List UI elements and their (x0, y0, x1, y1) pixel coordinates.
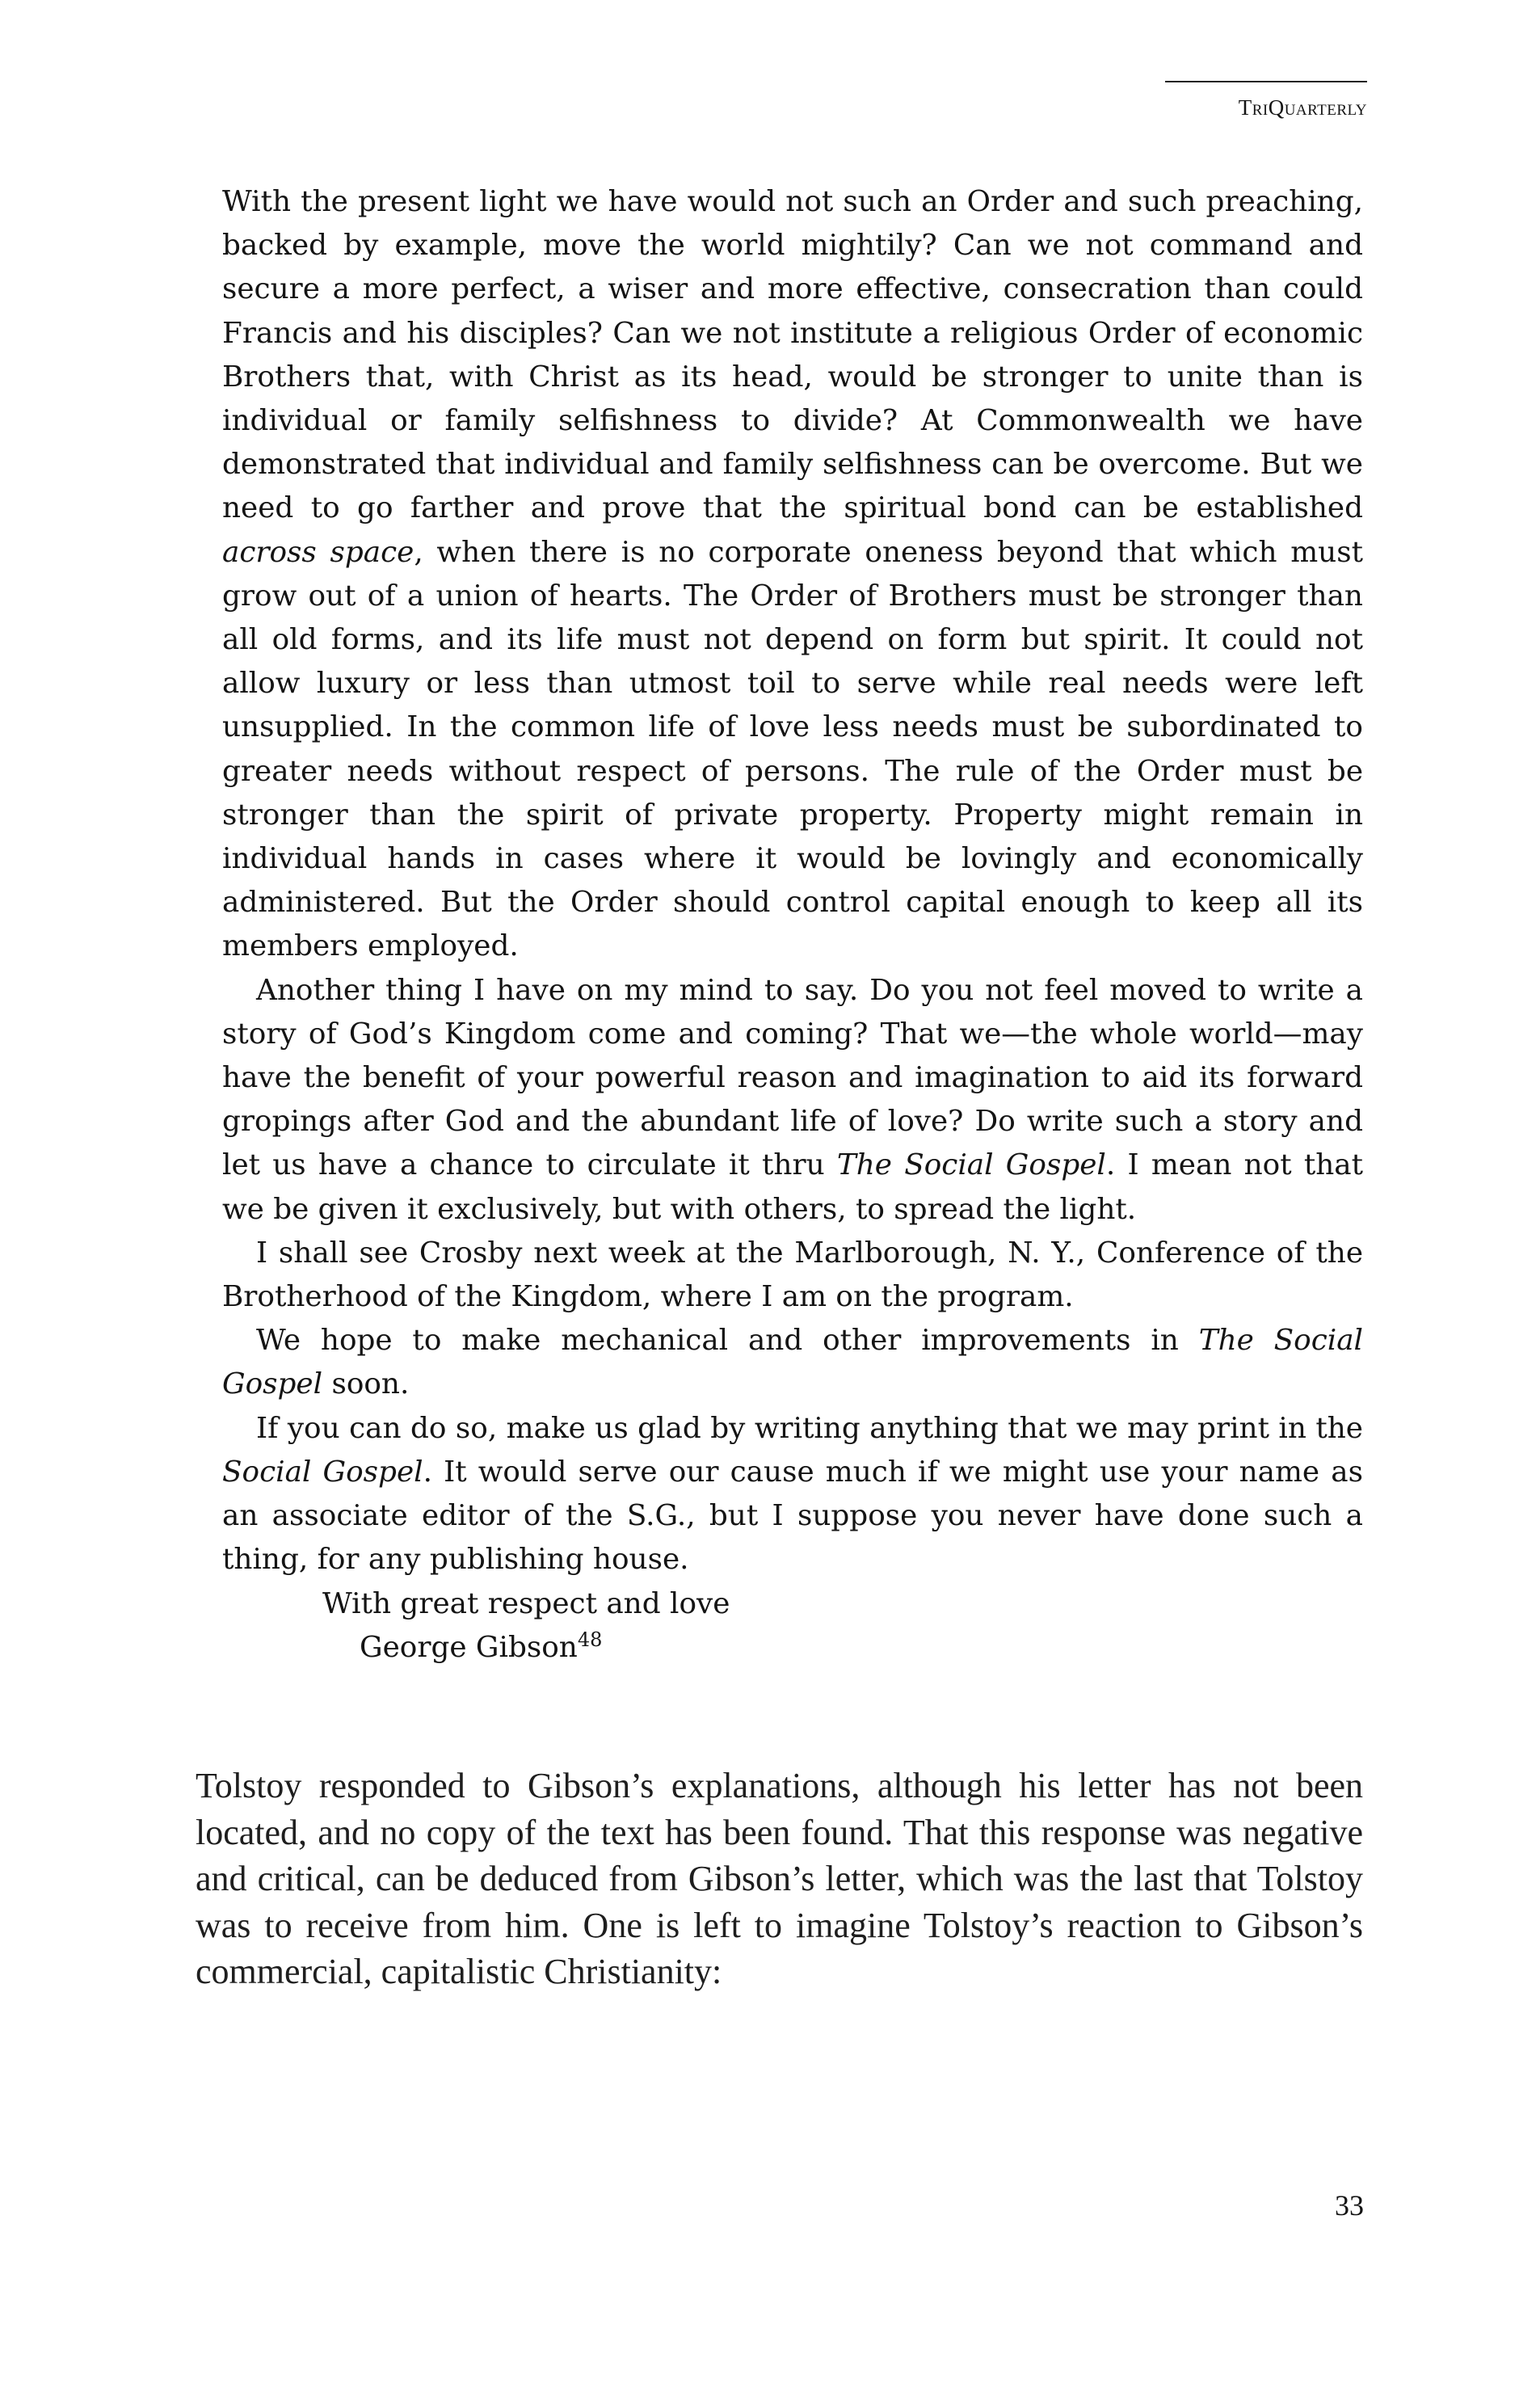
letter-paragraph-1-text-a: With the present light we have would not such an Order and such preaching, backed by example, move the world mightily? Can we not command and secure a more perfect, a wiser and more effective, consecration than could Francis and his disciples? Can we not institute a religious Order of economic Brothers that, with Christ as its head, would be stronger to unite than is individual or family selfishness to divide? At Commonwealth we have demonstrated that individual and family selfishness can be overcome. But we need to go farther and prove that the spiritual bond can be established (222, 185, 1363, 525)
letter-paragraph-4-emphasis: The Social Gospel (222, 1324, 1363, 1401)
letter-paragraph-1-text-b: , when there is no corporate oneness beyond that which must grow out of a union of hearts. The Order of Brothers must be stronger than all old forms, and its life must not depend on form but spirit. It could not allow luxury or less than utmost toil to serve while real needs were left unsupplied. In the common life of love less needs must be subordinated to greater needs without respect of persons. The rule of the Order must be stronger than the spirit of private property. Property might remain in individual hands in cases where it would be lovingly and economically administered. But the Order should control capital enough to keep all its members employed. (222, 535, 1363, 963)
signature-name: George Gibson (360, 1630, 578, 1664)
page-number: 33 (1335, 2189, 1364, 2222)
letter-paragraph-5-text-a: If you can do so, make us glad by writing anything that we may print in the (256, 1411, 1363, 1445)
letter-paragraph-5 (222, 1407, 1363, 1582)
running-head-q: Q (1268, 95, 1285, 120)
letter-paragraph-2-text-b: . I mean not that we be given it exclusively, but with others, to spread the light. (222, 1148, 1364, 1226)
letter-paragraph-2 (222, 969, 1363, 1232)
running-head-t: T (1238, 95, 1252, 120)
letter-paragraph-2-text-a: Another thing I have on my mind to say. Do you not feel moved to write a story of God’s Kingdom come and coming? That we—the whole world—may have the benefit of your powerful reason and imagination to aid its forward gropings after God and the abundant life of love? Do write such a story and let us have a chance to circulate it thru (222, 973, 1363, 1182)
letter-paragraph-3: I shall see Crosby next week at the Marlborough, N. Y., Conference of the Brotherhood of the Kingdom, where I am on the program. (222, 1236, 1363, 1314)
letter-paragraph-4 (222, 1319, 1363, 1406)
letter-paragraph-4-text-b: soon. (322, 1367, 410, 1401)
quoted-letter (222, 180, 1363, 1670)
footnote-reference: 48 (577, 1628, 603, 1651)
letter-paragraph-5-emphasis: Social Gospel (222, 1455, 423, 1489)
running-head-ri: ri (1252, 95, 1269, 120)
running-head-uarterly: uarterly (1284, 95, 1367, 120)
letter-paragraph-1-emphasis: across space (222, 535, 414, 569)
narrative-paragraph: Tolstoy responded to Gibson’s explanations, although his letter has not been located, and no copy of the text has been found. That this response was negative and critical, can be deduced from Gibson’s letter, which was the last that Tolstoy was to receive from him. One is left to imagine Tolstoy’s reaction to Gibson’s commercial, capitalistic Christianity: (196, 1766, 1363, 1991)
letter-paragraph-1 (222, 180, 1363, 969)
letter-paragraph-4-text-a: We hope to make mechanical and other improvements in (256, 1324, 1199, 1358)
letter-signature (222, 1626, 1363, 1670)
letter-paragraph-5-text-b: . It would serve our cause much if we might use your name as an associate editor of the S.G., but I suppose you never have done such a thing, for any publishing house. (222, 1455, 1363, 1577)
running-head (1165, 81, 1367, 120)
letter-closing: With great respect and love (322, 1586, 730, 1620)
letter-paragraph-2-emphasis: The Social Gospel (836, 1148, 1106, 1182)
